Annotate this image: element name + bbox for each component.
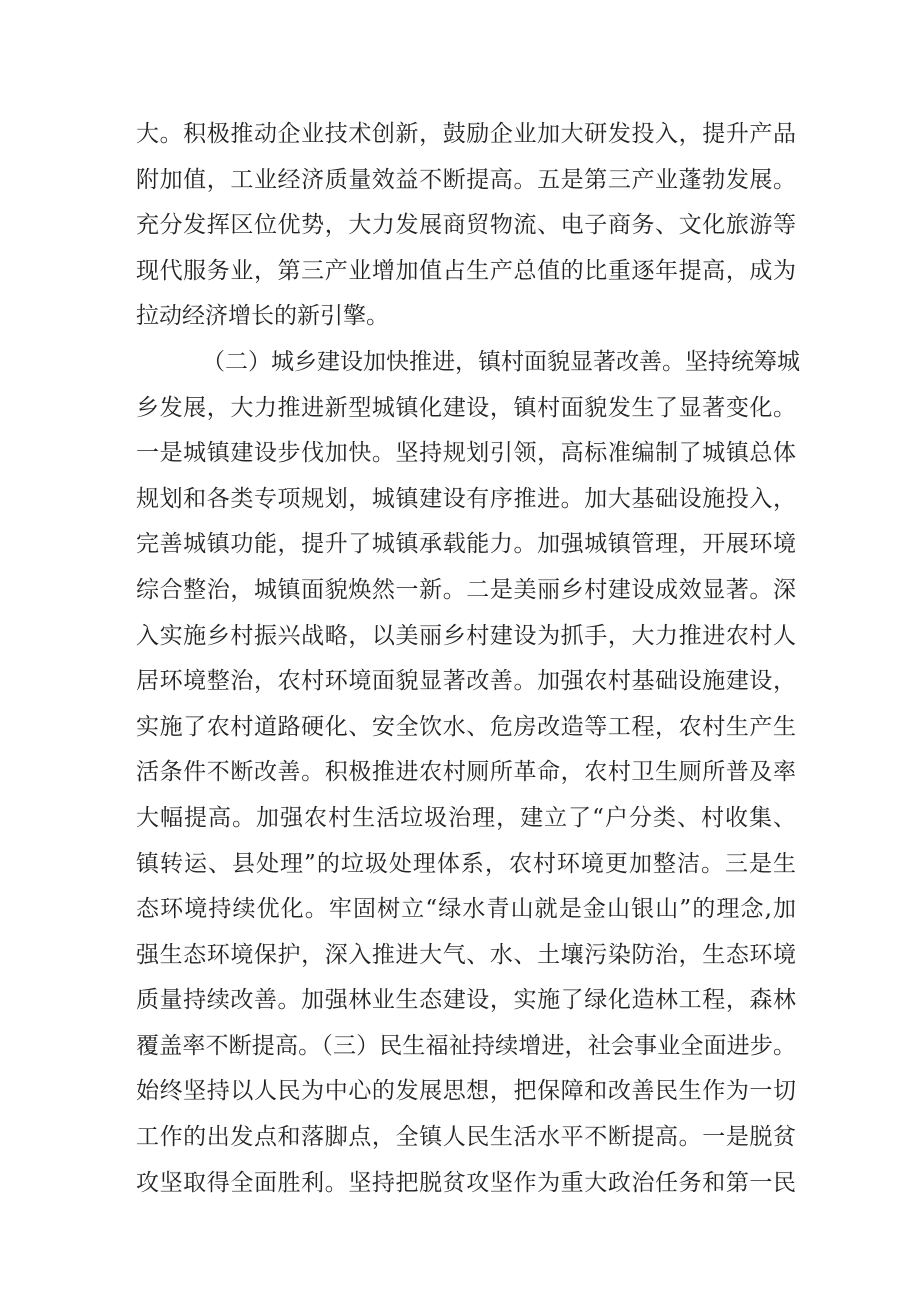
text-line: 充分发挥区位优势，大力发展商贸物流、电子商务、文化旅游等 — [136, 212, 796, 239]
text-line: 活条件不断改善。积极推进农村厕所革命，农村卫生厕所普及率 — [136, 759, 796, 786]
text-line: 综合整治，城镇面貌焕然一新。二是美丽乡村建设成效显著。深 — [136, 576, 796, 603]
text-line: 质量持续改善。加强林业生态建设，实施了绿化造林工程，森林 — [136, 987, 796, 1014]
text-line: 始终坚持以人民为中心的发展思想，把保障和改善民生作为一切 — [136, 1078, 796, 1105]
text-line: 附加值，工业经济质量效益不断提高。五是第三产业蓬勃发展。 — [136, 166, 796, 193]
text-line: 强生态环境保护，深入推进大气、水、土壤污染防治，生态环境 — [136, 941, 796, 968]
text-line: 一是城镇建设步伐加快。坚持规划引领，高标准编制了城镇总体 — [136, 440, 796, 467]
text-line: 拉动经济增长的新引擎。 — [136, 303, 389, 330]
text-line: 大。积极推动企业技术创新，鼓励企业加大研发投入，提升产品 — [136, 121, 796, 147]
text-line: 镇转运、县处理”的垃圾处理体系，农村环境更加整洁。三是生 — [136, 850, 796, 877]
section-heading-line: （二）城乡建设加快推进，镇村面貌显著改善。坚持统筹城 — [202, 348, 800, 375]
text-line: 态环境持续优化。牢固树立“绿水青山就是金山银山”的理念,加 — [136, 896, 796, 923]
text-line: 规划和各类专项规划，城镇建设有序推进。加大基础设施投入， — [136, 485, 796, 512]
text-line: 覆盖率不断提高。（三）民生福祉持续增进，社会事业全面进步。 — [136, 1032, 796, 1059]
body-text — [136, 112, 800, 1206]
text-line: 现代服务业，第三产业增加值占生产总值的比重逐年提高，成为 — [136, 257, 796, 284]
text-line: 居环境整治，农村环境面貌显著改善。加强农村基础设施建设， — [136, 668, 796, 695]
text-line: 大幅提高。加强农村生活垃圾治理，建立了“户分类、村收集、 — [136, 804, 796, 831]
text-line: 乡发展，大力推进新型城镇化建设，镇村面貌发生了显著变化。 — [136, 394, 796, 421]
text-line: 工作的出发点和落脚点，全镇人民生活水平不断提高。一是脱贫 — [136, 1124, 796, 1151]
text-line: 入实施乡村振兴战略，以美丽乡村建设为抓手，大力推进农村人 — [136, 622, 796, 649]
text-line: 完善城镇功能，提升了城镇承载能力。加强城镇管理，开展环境 — [136, 531, 796, 558]
text-line: 攻坚取得全面胜利。坚持把脱贫攻坚作为重大政治任务和第一民 — [136, 1169, 796, 1196]
text-line: 实施了农村道路硬化、安全饮水、危房改造等工程，农村生产生 — [136, 713, 796, 740]
